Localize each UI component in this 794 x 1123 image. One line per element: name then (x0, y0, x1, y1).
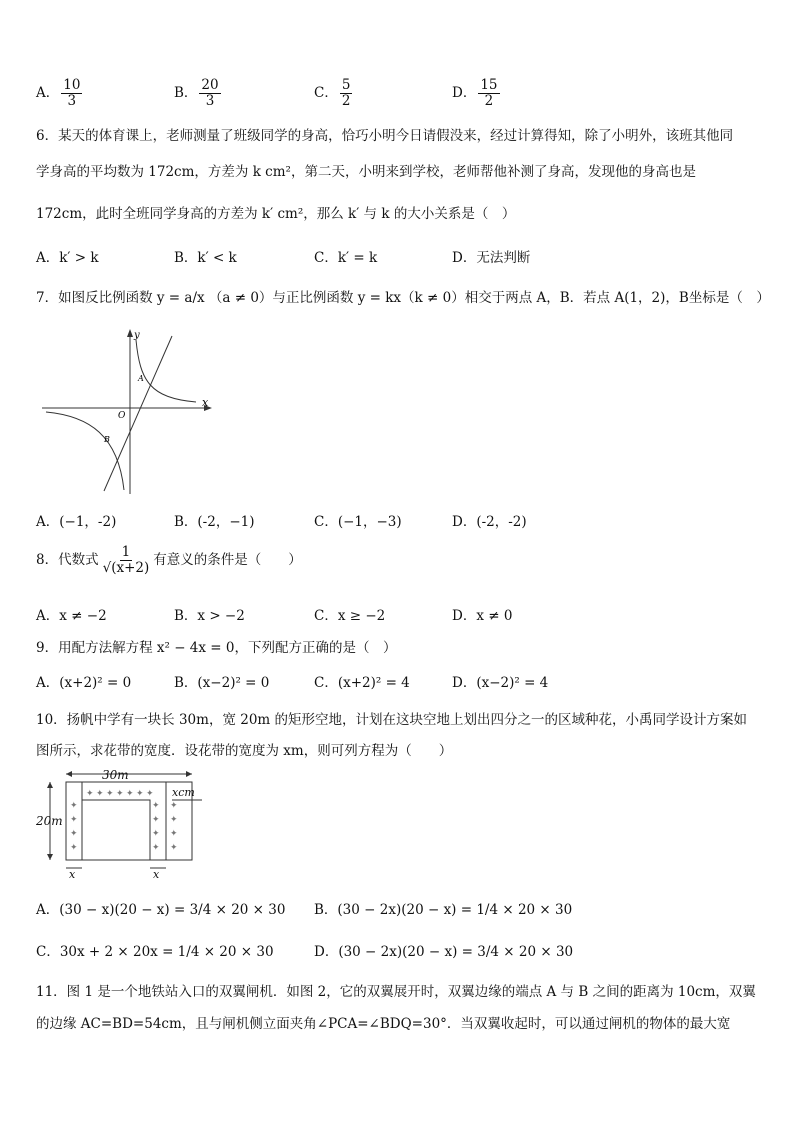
q6-line-2: 学身高的平均数为 172cm，方差为 k cm²，第二天，小明来到学校，老师帮他补测了身高，发现他的身高也是 (36, 164, 696, 180)
q11-line-2: 的边缘 AC=BD=54cm，且与闸机侧立面夹角∠PCA=∠BDQ=30°．当双翼收起时，可以通过闸机的物体的最大宽 (36, 1016, 731, 1032)
q5-b-num: 20 (201, 77, 219, 93)
q6-option-a: A．k′ > k (36, 250, 99, 266)
q5-a-den: 3 (67, 92, 77, 109)
q7-label-x: x (202, 396, 209, 409)
q10-line-1: 10．扬帆中学有一块长 30m，宽 20m 的矩形空地，计划在这块空地上划出四分之一的区域种花，小禹同学设计方案如 (36, 712, 748, 728)
svg-text:✦: ✦ (152, 801, 160, 811)
q9-stem: 9．用配方法解方程 x² − 4x = 0，下列配方正确的是（ ） (36, 640, 397, 656)
q7-label-y: y (134, 330, 140, 341)
q10-label-x-left: x (69, 868, 76, 880)
q10-label-30m: 30m (102, 768, 129, 782)
q5-d-den: 2 (484, 92, 494, 109)
q10-option-d: D．(30 − 2x)(20 − x) = 3/4 × 20 × 30 (314, 944, 574, 960)
q8-frac-num: 1 (121, 544, 131, 560)
q8-option-b: B．x > −2 (174, 608, 245, 624)
q10-label-20m: 20m (36, 814, 63, 828)
svg-text:✦: ✦ (152, 843, 160, 853)
svg-text:✦: ✦ (126, 789, 134, 799)
q10-garden-figure (36, 768, 206, 880)
q8-option-d: D．x ≠ 0 (452, 608, 513, 624)
q8-stem (36, 545, 302, 576)
q7-option-c: C．(−1，−3) (314, 514, 402, 530)
q8-option-c: C．x ≥ −2 (314, 608, 386, 624)
svg-text:✦: ✦ (70, 815, 78, 825)
svg-text:✦: ✦ (116, 789, 124, 799)
q11-line-1: 11．图 1 是一个地铁站入口的双翼闸机．如图 2，它的双翼展开时，双翼边缘的端点 A 与 B 之间的距离为 10cm，双翼 (36, 984, 756, 1000)
q8-frac-den: √(x+2) (102, 559, 150, 576)
svg-text:✦: ✦ (106, 789, 114, 799)
q5-d-num: 15 (480, 77, 498, 93)
svg-text:✦: ✦ (146, 789, 154, 799)
q7-label-a: A (138, 374, 144, 383)
q7-option-b: B．(-2，−1) (174, 514, 255, 530)
q10-label-xcm: xcm (172, 786, 195, 799)
q5-c-den: 2 (341, 92, 351, 109)
svg-text:✦: ✦ (136, 789, 144, 799)
q6-line-1: 6．某天的体育课上，老师测量了班级同学的身高，恰巧小明今日请假没来，经过计算得知，除了小明外，该班其他同 (36, 128, 734, 144)
q7-line-y-kx (104, 336, 172, 491)
q10-line-2: 图所示，求花带的宽度．设花带的宽度为 xm，则可列方程为（ ） (36, 743, 453, 759)
q7-option-a: A．(−1，-2) (36, 514, 117, 530)
q10-option-a: A．(30 − x)(20 − x) = 3/4 × 20 × 30 (36, 902, 286, 918)
q5-option-b: B． $\frac{20}{3}$ (174, 77, 219, 109)
svg-text:✦: ✦ (170, 843, 178, 853)
svg-text:✦: ✦ (152, 815, 160, 825)
q6-option-d: D．无法判断 (452, 250, 531, 266)
q8-option-a: A．x ≠ −2 (36, 608, 107, 624)
svg-text:✦: ✦ (96, 789, 104, 799)
q10-inner-rect (82, 800, 150, 860)
svg-text:✦: ✦ (70, 829, 78, 839)
q7-hyperbola-q3 (46, 412, 124, 490)
q7-y-arrow (127, 329, 133, 337)
svg-text:✦: ✦ (152, 829, 160, 839)
q8-stem-post: 有意义的条件是（ ） (153, 551, 302, 568)
svg-text:✦: ✦ (170, 815, 178, 825)
q10-option-b: B．(30 − 2x)(20 − x) = 1/4 × 20 × 30 (314, 902, 573, 918)
q9-option-a: A．(x+2)² = 0 (36, 675, 132, 691)
q7-stem: 7．如图反比例函数 y = a/x （a ≠ 0）与正比例函数 y = kx（k ≠ 0）相交于两点 A，B．若点 A(1，2)，B坐标是（ ） (36, 290, 770, 306)
q5-option-c: C． $\frac{5}{2}$ (314, 77, 351, 109)
q5-option-d: D． $\frac{15}{2}$ (452, 77, 498, 109)
svg-text:✦: ✦ (170, 829, 178, 839)
svg-text:✦: ✦ (86, 789, 94, 799)
q5-option-a: A． $\frac{10}{3}$ (36, 77, 81, 109)
q10-flower-marks (70, 789, 178, 853)
q5-c-num: 5 (341, 77, 351, 93)
q9-option-c: C．(x+2)² = 4 (314, 675, 410, 691)
q6-option-b: B．k′ < k (174, 250, 237, 266)
q7-function-graph (40, 326, 220, 496)
q10-option-c: C．30x + 2 × 20x = 1/4 × 20 × 30 (36, 944, 274, 960)
q7-label-b: B (104, 435, 110, 444)
q5-a-num: 10 (63, 77, 81, 93)
svg-text:✦: ✦ (170, 801, 178, 811)
q7-label-o: O (118, 411, 126, 421)
q6-option-c: C．k′ = k (314, 250, 378, 266)
q10-label-x-right: x (153, 868, 160, 880)
q7-option-d: D．(-2，-2) (452, 514, 527, 530)
q9-option-b: B．(x−2)² = 0 (174, 675, 270, 691)
q8-stem-pre: 8．代数式 (36, 551, 99, 568)
q9-option-d: D．(x−2)² = 4 (452, 675, 549, 691)
svg-text:✦: ✦ (70, 843, 78, 853)
svg-text:✦: ✦ (70, 801, 78, 811)
q5-b-den: 3 (205, 92, 215, 109)
q6-line-3: 172cm，此时全班同学身高的方差为 k′ cm²，那么 k′ 与 k 的大小关系是（ ） (36, 206, 516, 222)
